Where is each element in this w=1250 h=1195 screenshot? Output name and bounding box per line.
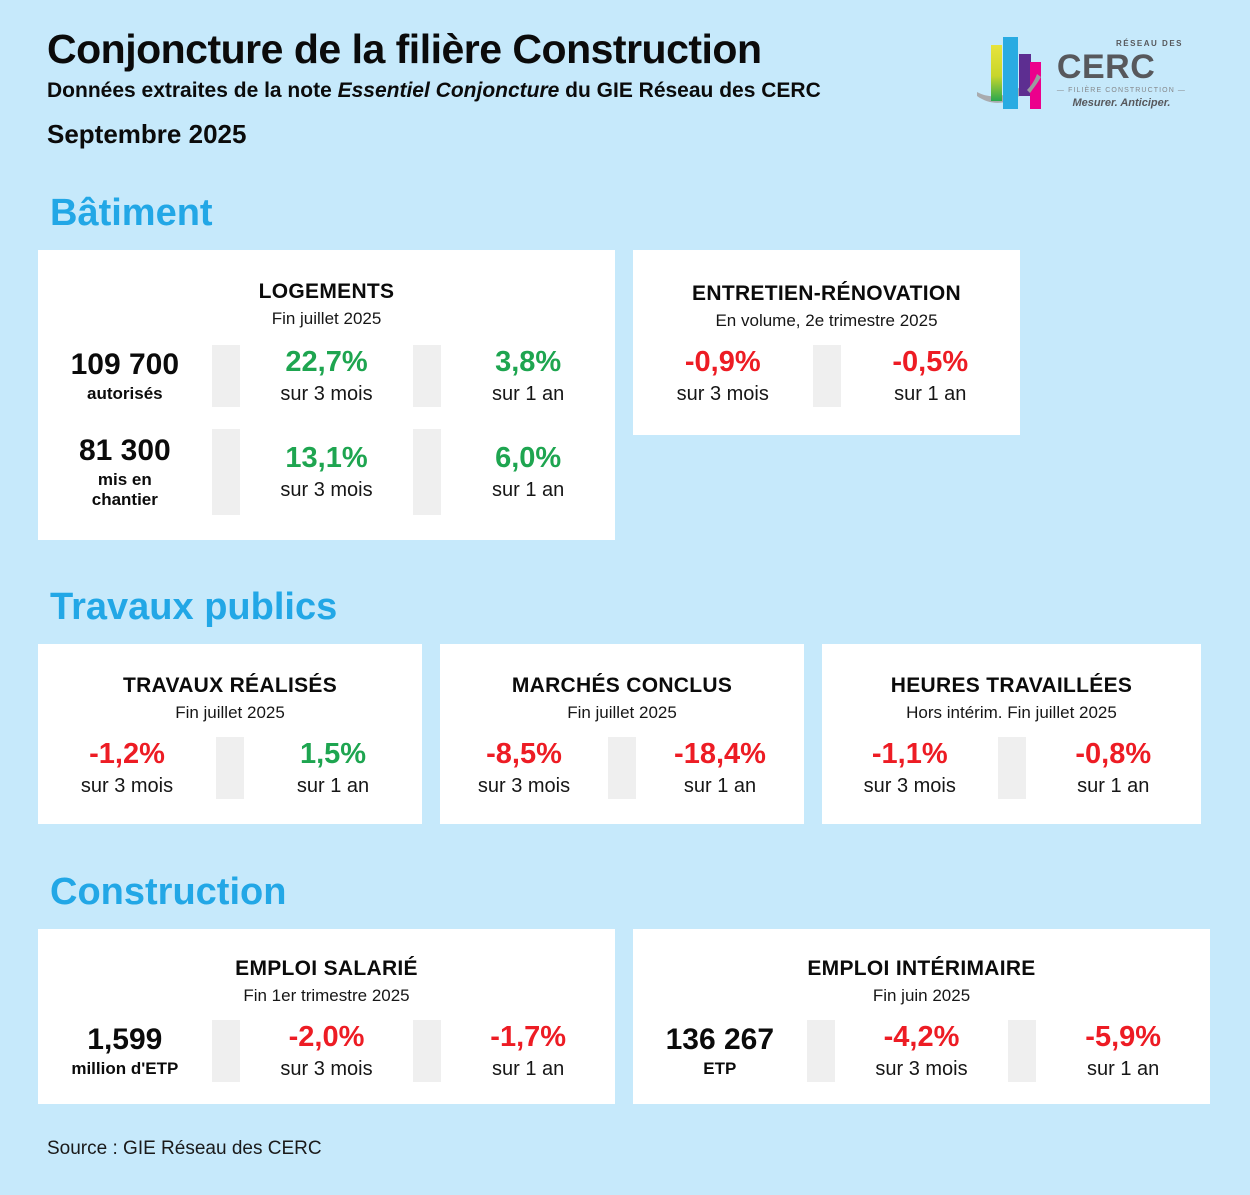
report-date: Septembre 2025 <box>47 119 247 149</box>
batiment-cards-row <box>0 250 1250 540</box>
stats-row <box>440 737 804 799</box>
stat-caption: sur 1 an <box>683 775 757 797</box>
subtitle-prefix: Données extraites de la note <box>47 79 338 102</box>
stat-value: 136 267 <box>665 1023 775 1056</box>
construction-cards-row <box>0 929 1250 1104</box>
column-divider <box>212 345 240 407</box>
column-divider <box>413 1020 441 1082</box>
stat-total <box>633 1023 807 1079</box>
stat-caption: sur 1 an <box>1087 1058 1160 1080</box>
stat-value: 81 300 <box>78 434 171 467</box>
stat-value: 1,599 <box>87 1023 163 1056</box>
card-subtitle: En volume, 2e trimestre 2025 <box>715 311 938 330</box>
stat-1an <box>841 346 1021 406</box>
column-divider <box>608 737 636 799</box>
card-heures-travaillees <box>822 644 1201 824</box>
card-marches-conclus <box>440 644 804 824</box>
stat-percent: -1,2% <box>89 738 165 770</box>
header <box>0 0 1250 150</box>
column-divider <box>212 429 240 515</box>
stat-caption: sur 1 an <box>1077 775 1150 797</box>
stat-percent: 22,7% <box>285 346 368 378</box>
stat-label: autorisés <box>87 384 163 403</box>
stat-3mois <box>38 738 216 798</box>
card-title: HEURES TRAVAILLÉES <box>890 674 1133 697</box>
stat-caption: sur 3 mois <box>280 479 373 501</box>
card-logements <box>38 250 615 540</box>
stat-3mois <box>822 738 998 798</box>
card-emploi-salarie <box>38 929 615 1104</box>
column-divider <box>807 1020 835 1082</box>
stats-row <box>38 737 422 799</box>
stat-caption: sur 3 mois <box>863 775 956 797</box>
card-title: EMPLOI INTÉRIMAIRE <box>807 957 1036 980</box>
stat-caption: sur 3 mois <box>280 1058 373 1080</box>
stat-percent: 6,0% <box>495 442 562 474</box>
card-title: EMPLOI SALARIÉ <box>235 957 418 980</box>
stat-1an <box>441 1021 615 1081</box>
column-divider <box>413 429 441 515</box>
card-entretien-renovation <box>633 250 1020 435</box>
section-heading-construction: Construction <box>50 871 287 913</box>
card-title: LOGEMENTS <box>258 280 395 303</box>
stat-total <box>38 434 212 510</box>
stat-caption: sur 1 an <box>492 479 565 501</box>
stat-percent: -0,8% <box>1075 738 1152 770</box>
stat-3mois <box>633 346 813 406</box>
stat-caption: sur 3 mois <box>676 383 769 405</box>
card-travaux-realises <box>38 644 422 824</box>
stat-percent: 1,5% <box>299 738 367 770</box>
stat-percent: -1,7% <box>490 1021 567 1053</box>
stat-1an <box>1026 738 1202 798</box>
stat-caption: sur 1 an <box>492 1058 565 1080</box>
stat-3mois <box>240 346 414 406</box>
entretien-stats-row <box>633 345 1020 407</box>
cerc-logo-text <box>1057 40 1186 109</box>
column-divider <box>413 345 441 407</box>
stat-percent: -0,9% <box>684 346 761 378</box>
stat-caption: sur 1 an <box>492 383 565 405</box>
stat-percent: 3,8% <box>495 346 562 378</box>
card-emploi-interimaire <box>633 929 1210 1104</box>
column-divider <box>1008 1020 1036 1082</box>
logo-tagline: Mesurer. Anticiper. <box>1072 97 1171 109</box>
stat-percent: 13,1% <box>285 442 368 474</box>
logo-reseau-des: RÉSEAU DES <box>1115 39 1183 48</box>
stat-label: ETP <box>703 1059 737 1078</box>
stat-total <box>38 348 212 404</box>
stats-row <box>633 1020 1210 1082</box>
stat-3mois <box>835 1021 1009 1081</box>
cerc-logo <box>975 30 1186 119</box>
section-heading-travaux-publics: Travaux publics <box>50 586 338 628</box>
section-heading-batiment: Bâtiment <box>50 192 213 234</box>
logo-cerc-name: CERC <box>1056 48 1156 86</box>
stat-caption: sur 1 an <box>894 383 967 405</box>
stat-percent: -4,2% <box>883 1021 960 1053</box>
subtitle-suffix: du GIE Réseau des CERC <box>559 79 821 102</box>
stat-1an <box>636 738 804 798</box>
card-subtitle: Fin 1er trimestre 2025 <box>243 986 410 1005</box>
stat-percent: -8,5% <box>486 738 562 770</box>
stat-caption: sur 3 mois <box>80 775 174 797</box>
stat-1an <box>441 346 615 406</box>
cerc-logo-icon <box>975 30 1051 119</box>
card-title: TRAVAUX RÉALISÉS <box>122 674 338 697</box>
logo-filiere-construction: — FILIÈRE CONSTRUCTION — <box>1056 87 1186 94</box>
stat-percent: -5,9% <box>1085 1021 1162 1053</box>
page-title: Conjoncture de la filière Construction <box>47 26 762 72</box>
stat-1an <box>441 442 615 502</box>
card-subtitle: Hors intérim. Fin juillet 2025 <box>906 703 1117 722</box>
card-title: MARCHÉS CONCLUS <box>511 674 733 697</box>
subtitle-note-name: Essentiel Conjoncture <box>337 79 560 102</box>
stat-caption: sur 3 mois <box>280 383 373 405</box>
card-subtitle: Fin juillet 2025 <box>567 703 677 722</box>
column-divider <box>212 1020 240 1082</box>
stat-percent: -2,0% <box>288 1021 365 1053</box>
source-note: Source : GIE Réseau des CERC <box>47 1138 322 1159</box>
stat-3mois <box>240 442 414 502</box>
column-divider <box>813 345 841 407</box>
stat-caption: sur 3 mois <box>477 775 571 797</box>
travaux-publics-cards-row <box>0 644 1250 824</box>
stat-value: 109 700 <box>70 348 180 381</box>
stat-label: million d'ETP <box>71 1059 179 1078</box>
stat-3mois <box>440 738 608 798</box>
stat-label: mis en chantier <box>91 470 158 509</box>
stat-percent: -18,4% <box>674 738 766 770</box>
column-divider <box>216 737 244 799</box>
stat-1an <box>1036 1021 1210 1081</box>
stat-1an <box>244 738 422 798</box>
logements-row-autorises <box>38 345 615 407</box>
logements-row-mis-en-chantier <box>38 429 615 515</box>
stat-percent: -1,1% <box>871 738 948 770</box>
stats-row <box>38 1020 615 1082</box>
stat-total <box>38 1023 212 1079</box>
stat-3mois <box>240 1021 414 1081</box>
column-divider <box>998 737 1026 799</box>
stats-row <box>822 737 1201 799</box>
stat-caption: sur 1 an <box>296 775 370 797</box>
stat-percent: -0,5% <box>892 346 969 378</box>
card-subtitle: Fin juillet 2025 <box>175 703 285 722</box>
card-title: ENTRETIEN-RÉNOVATION <box>692 282 961 305</box>
stat-caption: sur 3 mois <box>875 1058 968 1080</box>
card-subtitle: Fin juillet 2025 <box>271 309 382 328</box>
card-subtitle: Fin juin 2025 <box>872 986 971 1005</box>
